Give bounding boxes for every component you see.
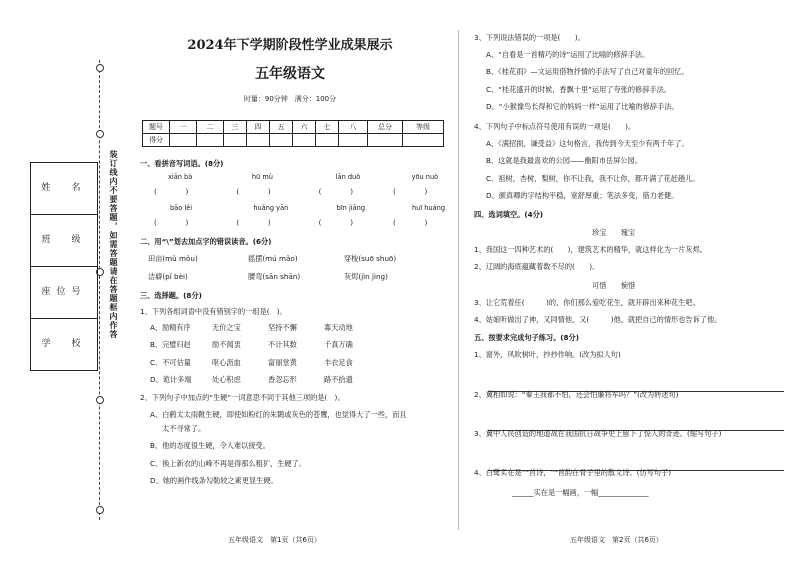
option-word: 坚持不懈 [268,323,297,333]
sentence-question-1: 1、窗外，风吹树叶，抄抄作响。(改为拟人句) [474,350,621,360]
score-blank [270,134,293,147]
option-word: C、不可估量 [150,357,191,367]
page-1-body [140,160,458,488]
fill-question-4: 4、姑娘听做出了神，又同情他，又( )他，就把自己的情形也告诉了他。 [474,315,722,324]
answer-blank[interactable]: ( ) [236,218,271,228]
score-blank [339,134,368,147]
binding-hole [96,64,104,72]
score-cell: 六 [293,121,316,134]
option-word: A、励精有序 [150,323,191,333]
page-2-footer: 五年级语文 第2页（共6页） [570,536,663,544]
answer-blank[interactable]: ( ) [318,187,354,197]
option-word: 富丽堂黄 [268,357,297,367]
score-cell: 题号 [143,121,170,134]
blank-row-2 [140,219,458,230]
q3-option: C、“桂花盛开的时候，香飘十里”运用了夸张的修辞手法。 [486,84,671,94]
pinyin-row-2 [140,205,458,216]
score-cell: 八 [339,121,368,134]
option-word: 千真万确 [324,340,353,350]
score-cell: 四 [247,121,270,134]
fill-question-2: 2、辽阔的海底蕴藏着数不尽的( )。 [474,262,600,272]
score-blank [293,134,316,147]
reading-item[interactable]: 腰弯(sān shān) [248,271,301,281]
binding-margin [0,0,140,561]
pinyin-row-1 [140,174,458,185]
option-word: D、诡计多端 [150,374,192,384]
option-word: 丰衣足食 [324,357,353,367]
q1-option-d [140,376,458,387]
exam-title: 2024年下学期阶段性学业成果展示 [187,38,393,53]
option-word: 励不闻衷 [212,340,241,350]
pinyin: huī huáng [411,204,446,213]
q3-option: D、“小猴像鸟长得和它的妈妈一样”运用了比喻的修辞手法。 [486,101,679,111]
option-word: 不计其数 [268,340,297,350]
exam-meta: 时量：90分钟 满分：100分 [243,95,337,103]
score-cell: 得分 [143,134,170,147]
score-cell: 二 [197,121,224,134]
pinyin: xiān bà [168,173,193,182]
section-1-title: 一、看拼音写词语。(8分) [140,159,224,168]
q3-option: B、《桂花雨》—文运用借物抒情的手法写了自己对童年的回忆。 [486,67,689,77]
pinyin: lān duò [335,173,361,182]
question-1: 1、下列各组词语中没有错别字的一组是( )。 [140,306,287,316]
option-word: 无价之宝 [212,323,241,333]
score-header-row [143,121,444,134]
binding-hole [96,506,104,514]
score-cell: 五 [270,121,293,134]
answer-blank[interactable]: ( ) [392,187,428,197]
answer-blank[interactable]: ( ) [318,218,354,228]
sentence-question-3: 3、冀中人民创造的地道战在我国抗日战争史上留下了惊人的奇迹。(缩写句子) [474,428,722,438]
question-3: 3、下列说法错误的一项是( )。 [474,33,585,42]
binding-hole [96,396,104,404]
reading-row-2 [140,273,458,284]
score-value-row [143,134,444,147]
seat-label: 座位号 [31,267,97,319]
reading-item[interactable]: 摇摆(mú mǎo) [248,254,298,264]
option-word: B、完璧归赵 [150,340,191,350]
q4-option: D、颜真卿的字结构平稳，宽舒厚重；笔法多变，筋力老健。 [486,190,679,200]
score-cell: 三 [224,121,247,134]
score-blank [403,134,444,147]
reading-row-1 [140,255,458,266]
q3-option: A、“自看是一首精巧的诗”运用了比喻的修辞手法。 [486,50,650,60]
section-5-title: 五、按要求完成句子练习。(8分) [474,333,580,343]
question-2: 2、下列句子中加点的“生硬”一词意思不同于其他三项的是( )。 [140,392,345,402]
reading-item[interactable]: 田亩(mǔ mǒu) [148,254,198,264]
name-label: 姓 名 [31,163,97,215]
option-word: 处心积虑 [212,374,241,384]
score-blank [368,134,403,147]
score-cell: 等级 [403,121,444,134]
q2-option-a: A、白鹤太太雨靴生硬，即使如粉红的朱鹮或灰色的苍鹰，也觉得大了一些，而且 [150,410,407,420]
reading-item[interactable]: 穿梭(suō shuō) [344,254,397,264]
score-blank [224,134,247,147]
pinyin: hū mù [251,173,273,182]
answer-space [474,441,786,463]
answer-space [474,363,786,385]
answer-line[interactable] [488,470,784,471]
pinyin: yōu nuò [411,173,439,182]
q4-option: C、祖树，杏树，梨树，你不让我，我不让你，都开满了花赶趟儿。 [486,173,700,183]
pinyin: bāo lěi [170,204,193,213]
answer-line[interactable] [488,430,784,431]
word-bank-1: 珍宝 瑰宝 [592,228,636,238]
answer-blank[interactable]: ( ) [154,187,189,197]
school-label: 学 校 [41,339,87,350]
section-4-title: 四、选词填空。(4分) [474,209,544,219]
binding-hole [96,130,104,138]
class-label: 班 级 [31,215,97,267]
q4-option: A、《满招损，谦受益》这句格言，我传到今天至少有两千年了。 [486,139,689,149]
score-cell: 七 [316,121,339,134]
page-1-footer: 五年级语文 第1页（共6页） [228,536,321,544]
fill-question-3: 3、让它荒着任( )的，你们那么爱吃花生，就开辟出来种花生吧。 [474,297,700,307]
cut-line [99,60,100,520]
q2-option-d: D、她的画作线条勾勒较之素更显生硬。 [150,475,278,485]
answer-space [474,402,786,424]
score-blank [247,134,270,147]
blank-row-1 [140,188,458,199]
binding-warning: 装订线内不要答题，如需答题请在答题框内作答 [109,150,118,339]
sentence-question-4: 4、白鹭实在是一首诗，一首韵在骨子里的散文诗。(仿写句子) [474,467,672,477]
exam-subject: 五年级语文 [255,66,325,82]
answer-blank[interactable]: ( ) [236,187,271,197]
score-table [142,120,444,147]
score-blank [170,134,197,147]
section-3-title: 三、选择题。(8分) [140,290,202,300]
fill-question-1: 1、我国这一四种艺术的( )，建筑艺术的精华，就这样化为一片灰烬。 [474,245,707,255]
q2-option-c: C、换上新衣的山峰不再是得那么粗犷，生硬了。 [150,458,306,468]
section-2-title: 二、用“\”划去加点字的错误读音。(6分) [140,237,272,247]
answer-line[interactable] [488,391,784,392]
student-info-table [30,162,98,371]
score-blank [316,134,339,147]
word-bank-2: 可惜 惋惜 [592,280,636,290]
q1-option-a [140,324,458,335]
option-word: 寡天动地 [324,323,353,333]
answer-blank[interactable]: ( ) [392,218,428,228]
q2-option-b: B、他的态度很生硬，令人难以接受。 [150,441,270,451]
q1-option-b [140,341,458,352]
pinyin: huǎng yān [253,204,289,213]
page-divider [458,30,459,530]
reading-item[interactable]: 洁癖(pǐ bèi) [148,271,188,281]
reading-item[interactable]: 灰烬(jìn jìng) [344,271,388,281]
score-blank [197,134,224,147]
q4-option: B、这就是我最喜欢的公园——衡阳市岳屏公园。 [486,156,642,166]
imitation-frame[interactable]: ______实在是一幅画，一幅______________ [512,488,649,498]
score-cell: 总分 [368,121,403,134]
question-4: 4、下列句子中标点符号使用有误的一项是( )。 [474,121,636,131]
sentence-question-2: 2、冀相如说：“秦王我都不怕，还会怕廉将军吗？”(改为转述句) [474,389,679,399]
option-word: 路不拾遗 [324,374,353,384]
q2-option-a-cont: 太不寻常了。 [162,424,206,434]
option-word: 呕心沥血 [212,357,241,367]
option-word: 香忽忘形 [268,374,297,384]
q1-option-c [140,359,458,370]
pinyin: bīn jiāng [336,204,366,213]
score-cell: 一 [170,121,197,134]
answer-blank[interactable]: ( ) [154,218,189,228]
